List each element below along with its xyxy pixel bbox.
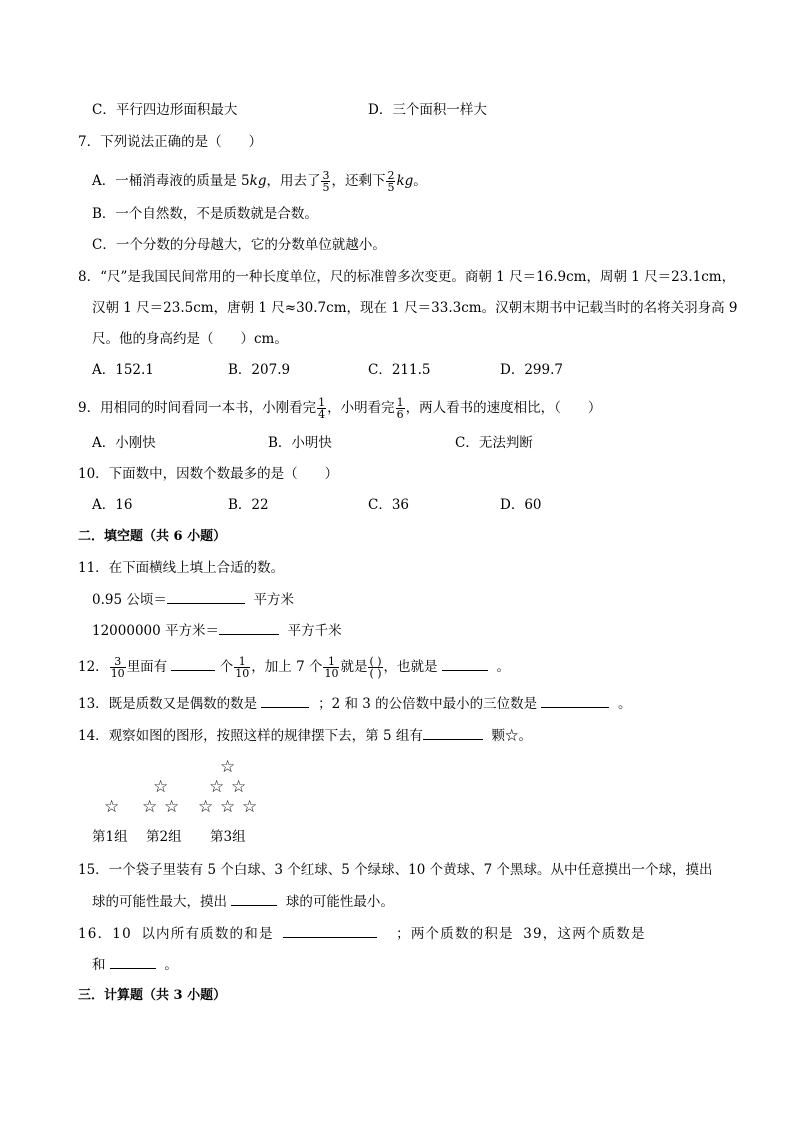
- answer-blank[interactable]: [110, 955, 156, 969]
- q7-option-a: A．一桶消毒液的质量是 5kg，用去了 $\frac{3}{5}$ ，还剩下 $\frac{2}{5}$ kg。: [92, 169, 427, 194]
- fraction: $\frac{1}{10}$: [235, 655, 250, 680]
- section-heading-calculation: 三．计算题（共 3 小题）: [78, 988, 227, 1003]
- q15-line-2: 球的可能性最大，摸出 球的可能性最小。: [92, 894, 394, 910]
- q10-option-d: D．60: [500, 497, 542, 513]
- answer-blank[interactable]: [442, 657, 488, 671]
- fraction: $\frac{3}{10}$: [110, 655, 125, 680]
- answer-blank[interactable]: [171, 657, 215, 671]
- q9-stem: 9．用相同的时间看同一本书，小刚看完 $\frac{1}{4}$ ，小明看完 $\frac{1}{6}$ ，两人看书的速度相比，（ ）: [78, 396, 602, 421]
- q15-line-1: 15．一个袋子里装有 5 个白球、3 个红球、5 个绿球、10 个黄球、7 个黑球。从中任意摸出一个球，摸出: [78, 862, 713, 878]
- q6-option-c: C．平行四边形面积最大: [92, 102, 238, 118]
- q8-option-c: C．211.5: [368, 362, 431, 378]
- q9-option-c: C．无法判断: [455, 435, 533, 451]
- star-icon: ☆: [220, 797, 236, 817]
- star-icon: ☆: [104, 797, 120, 817]
- q16-line-1: 16．10 以内所有质数的和是 ；两个质数的积是 39，这两个质数是: [78, 926, 646, 942]
- star-icon: ☆: [209, 777, 225, 797]
- fraction: $\frac{3}{5}$: [322, 169, 330, 194]
- fraction-blank[interactable]: $\frac{( )}{( )}$: [369, 655, 382, 680]
- group-label-3: 第3组: [210, 829, 246, 845]
- star-icon: ☆: [242, 797, 258, 817]
- q8-line-2: 汉朝 1 尺＝23.5cm，唐朝 1 尺≈30.7cm，现在 1 尺＝33.3cm。汉朝末期书中记载当时的名将关羽身高 9: [92, 300, 738, 316]
- star-icon: ☆: [198, 797, 214, 817]
- section-heading-fill-in: 二．填空题（共 6 小题）: [78, 529, 227, 544]
- q8-option-a: A．152.1: [92, 362, 154, 378]
- answer-blank[interactable]: [283, 924, 377, 938]
- q6-option-d: D．三个面积一样大: [368, 102, 487, 118]
- q7-option-c: C．一个分数的分母越大，它的分数单位就越小。: [92, 237, 386, 253]
- q16-line-2: 和 。: [92, 957, 178, 973]
- q11-stem: 11．在下面横线上填上合适的数。: [78, 560, 285, 576]
- star-icon: ☆: [153, 777, 169, 797]
- answer-blank[interactable]: [261, 694, 309, 708]
- q10-option-b: B．22: [228, 497, 269, 513]
- fraction: $\frac{2}{5}$: [387, 169, 395, 194]
- q7-stem: 7．下列说法正确的是（ ）: [78, 134, 263, 150]
- answer-blank[interactable]: [541, 694, 609, 708]
- q12-stem: 12． $\frac{3}{10}$ 里面有 个 $\frac{1}{10}$ ，加上 7 个 $\frac{1}{10}$ 就是 $\frac{( )}{( )}$ ，也就是 。: [78, 655, 510, 680]
- star-icon: ☆: [231, 777, 247, 797]
- fraction: $\frac{1}{4}$: [318, 396, 326, 421]
- star-icon: ☆: [164, 797, 180, 817]
- q8-line-3: 尺。他的身高约是（ ）cm。: [92, 331, 288, 347]
- q10-option-c: C．36: [368, 497, 410, 513]
- answer-blank[interactable]: [231, 892, 277, 906]
- group-label-1: 第1组: [92, 829, 128, 845]
- q10-stem: 10．下面数中，因数个数最多的是（ ）: [78, 466, 339, 482]
- answer-blank[interactable]: [423, 726, 483, 740]
- q14-stem: 14．观察如图的图形，按照这样的规律摆下去，第 5 组有 颗☆。: [78, 728, 532, 744]
- q8-option-b: B．207.9: [228, 362, 291, 378]
- q9-option-b: B．小明快: [268, 435, 332, 451]
- group-label-2: 第2组: [146, 829, 182, 845]
- q11-line-2: 12000000 平方米＝ 平方千米: [92, 623, 342, 639]
- star-icon: ☆: [220, 757, 236, 777]
- answer-blank[interactable]: [219, 621, 279, 635]
- fraction: $\frac{1}{10}$: [324, 655, 339, 680]
- q8-line-1: 8．“尺”是我国民间常用的一种长度单位，尺的标准曾多次变更。商朝 1 尺＝16.9cm，周朝 1 尺＝23.1cm，: [78, 269, 736, 285]
- star-icon: ☆: [142, 797, 158, 817]
- q10-option-a: A．16: [92, 497, 133, 513]
- answer-blank[interactable]: [167, 590, 245, 604]
- q8-option-d: D．299.7: [500, 362, 563, 378]
- q7-option-b: B．一个自然数，不是质数就是合数。: [92, 206, 318, 222]
- q9-option-a: A．小刚快: [92, 435, 156, 451]
- q11-line-1: 0.95 公顷＝ 平方米: [92, 592, 294, 608]
- q13-stem: 13．既是质数又是偶数的数是 ；2 和 3 的公倍数中最小的三位数是 。: [78, 696, 632, 712]
- fraction: $\frac{1}{6}$: [396, 396, 404, 421]
